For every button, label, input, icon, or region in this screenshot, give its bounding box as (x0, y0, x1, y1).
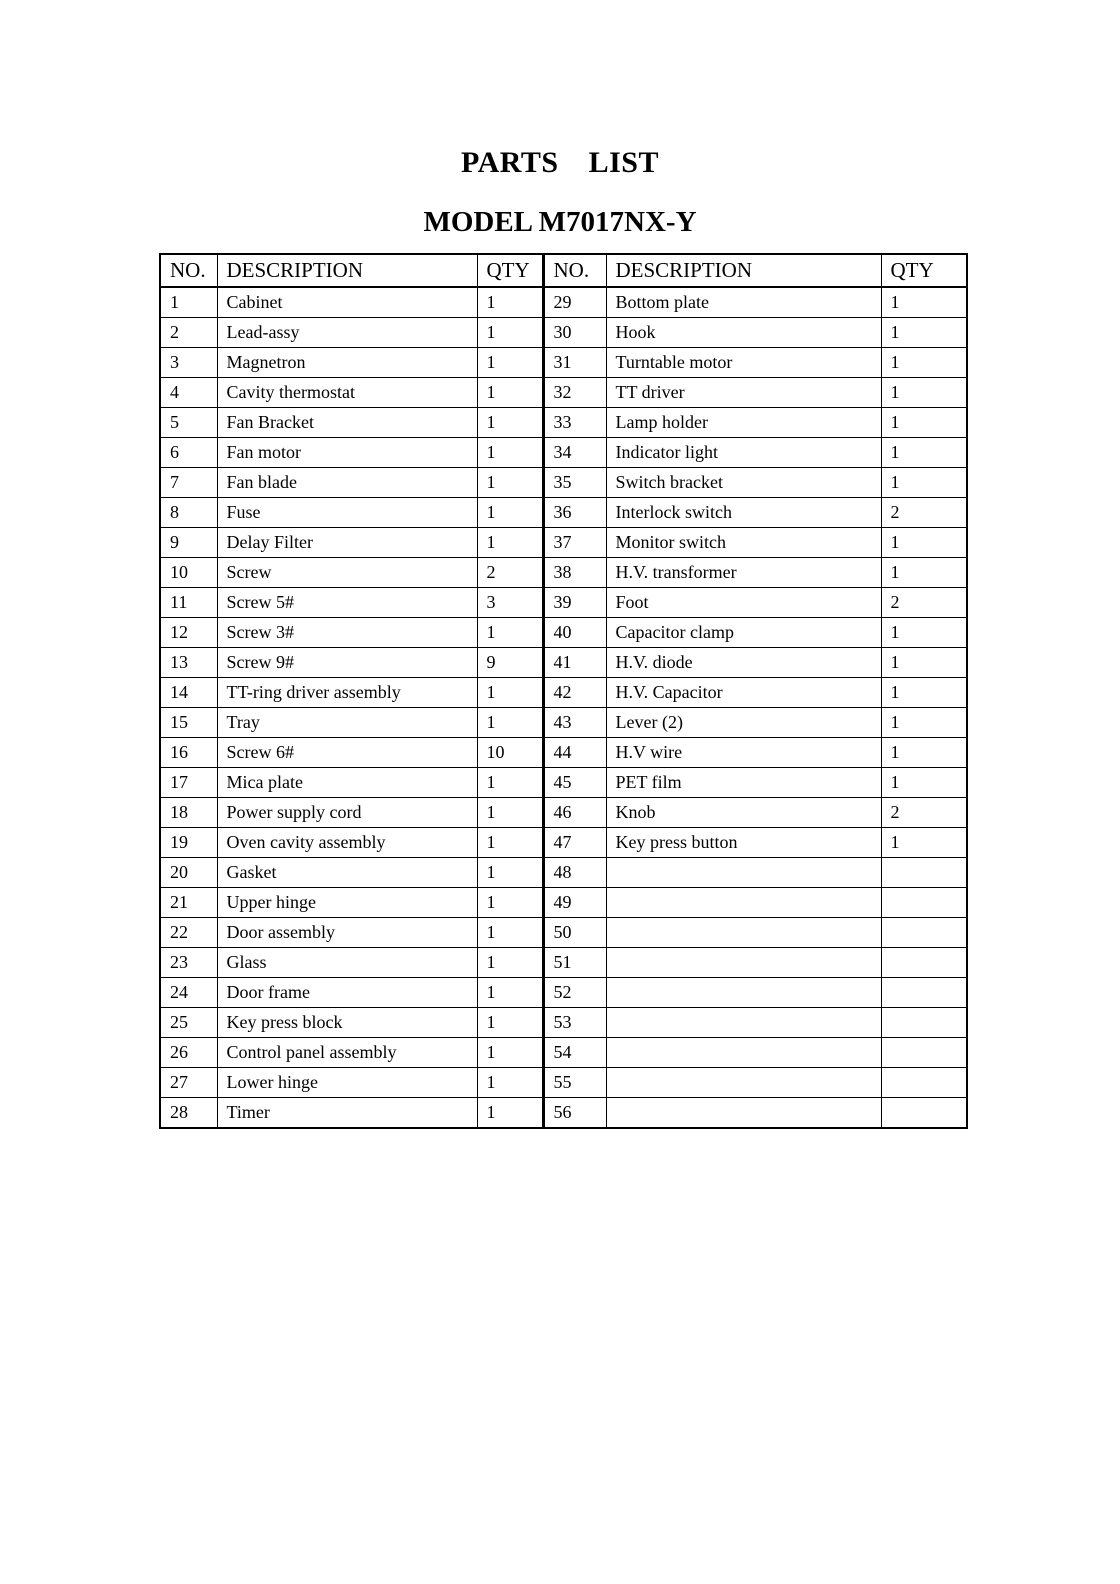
part-no-left: 3 (160, 348, 217, 378)
part-qty-right: 1 (881, 408, 967, 438)
part-no-left: 15 (160, 708, 217, 738)
table-row (160, 528, 967, 558)
part-description-left: Lower hinge (217, 1068, 477, 1098)
part-description-right: Switch bracket (606, 468, 881, 498)
part-description-left: Fan blade (217, 468, 477, 498)
part-description-right (606, 1038, 881, 1068)
part-no-left: 19 (160, 828, 217, 858)
part-qty-left: 1 (477, 618, 543, 648)
part-qty-right: 1 (881, 738, 967, 768)
header-qty-right: QTY (881, 254, 967, 287)
part-description-right (606, 978, 881, 1008)
part-qty-left: 9 (477, 648, 543, 678)
part-no-right: 29 (543, 287, 606, 318)
part-no-right: 33 (543, 408, 606, 438)
part-description-right (606, 948, 881, 978)
header-no-right: NO. (543, 254, 606, 287)
part-qty-right: 1 (881, 708, 967, 738)
part-no-right: 44 (543, 738, 606, 768)
table-row (160, 378, 967, 408)
part-no-right: 36 (543, 498, 606, 528)
part-description-right: H.V wire (606, 738, 881, 768)
part-no-right: 43 (543, 708, 606, 738)
part-no-right: 47 (543, 828, 606, 858)
part-description-left: Door frame (217, 978, 477, 1008)
table-row (160, 1008, 967, 1038)
part-no-right: 35 (543, 468, 606, 498)
part-qty-right (881, 1038, 967, 1068)
part-description-left: Door assembly (217, 918, 477, 948)
part-description-right: Foot (606, 588, 881, 618)
part-qty-left: 1 (477, 1038, 543, 1068)
part-description-right (606, 888, 881, 918)
part-description-left: Screw 9# (217, 648, 477, 678)
part-description-right (606, 1098, 881, 1129)
part-qty-left: 1 (477, 798, 543, 828)
part-no-right: 45 (543, 768, 606, 798)
part-no-left: 24 (160, 978, 217, 1008)
page-title: PARTS LIST (461, 146, 659, 179)
part-qty-left: 3 (477, 588, 543, 618)
part-no-left: 17 (160, 768, 217, 798)
part-description-left: Gasket (217, 858, 477, 888)
table-row (160, 468, 967, 498)
table-row (160, 618, 967, 648)
part-description-left: Power supply cord (217, 798, 477, 828)
part-qty-left: 1 (477, 828, 543, 858)
part-qty-right: 2 (881, 798, 967, 828)
part-no-left: 12 (160, 618, 217, 648)
part-description-right: H.V. Capacitor (606, 678, 881, 708)
table-row (160, 798, 967, 828)
part-qty-right (881, 918, 967, 948)
part-description-left: Oven cavity assembly (217, 828, 477, 858)
part-no-right: 54 (543, 1038, 606, 1068)
table-row (160, 978, 967, 1008)
table-row (160, 1068, 967, 1098)
part-no-right: 30 (543, 318, 606, 348)
table-row (160, 678, 967, 708)
part-no-right: 46 (543, 798, 606, 828)
part-no-left: 20 (160, 858, 217, 888)
part-qty-left: 1 (477, 498, 543, 528)
table-row (160, 648, 967, 678)
table-row (160, 348, 967, 378)
part-qty-left: 1 (477, 1098, 543, 1129)
table-row (160, 318, 967, 348)
part-no-left: 21 (160, 888, 217, 918)
table-row (160, 948, 967, 978)
part-qty-right: 1 (881, 318, 967, 348)
table-row (160, 708, 967, 738)
part-description-left: Screw 3# (217, 618, 477, 648)
part-no-left: 14 (160, 678, 217, 708)
table-row (160, 1038, 967, 1068)
table-row (160, 498, 967, 528)
part-qty-right: 1 (881, 648, 967, 678)
table-row (160, 408, 967, 438)
table-row (160, 287, 967, 318)
part-no-right: 42 (543, 678, 606, 708)
part-qty-right: 1 (881, 558, 967, 588)
part-no-right: 49 (543, 888, 606, 918)
part-qty-left: 1 (477, 378, 543, 408)
header-no-left: NO. (160, 254, 217, 287)
part-qty-right: 1 (881, 768, 967, 798)
part-description-left: Glass (217, 948, 477, 978)
part-no-right: 37 (543, 528, 606, 558)
part-no-left: 25 (160, 1008, 217, 1038)
table-row (160, 858, 967, 888)
part-description-left: Tray (217, 708, 477, 738)
part-qty-left: 1 (477, 438, 543, 468)
part-qty-right (881, 1008, 967, 1038)
part-qty-left: 1 (477, 408, 543, 438)
part-qty-right (881, 858, 967, 888)
part-description-right (606, 1068, 881, 1098)
part-description-right: PET film (606, 768, 881, 798)
model-title: MODEL M7017NX-Y (423, 206, 697, 238)
part-description-right: Lamp holder (606, 408, 881, 438)
part-no-left: 10 (160, 558, 217, 588)
part-no-left: 23 (160, 948, 217, 978)
part-no-right: 41 (543, 648, 606, 678)
part-qty-right: 1 (881, 828, 967, 858)
part-qty-right (881, 948, 967, 978)
table-row (160, 918, 967, 948)
part-description-right: Knob (606, 798, 881, 828)
part-no-right: 32 (543, 378, 606, 408)
part-no-right: 55 (543, 1068, 606, 1098)
part-no-right: 34 (543, 438, 606, 468)
part-qty-right: 1 (881, 528, 967, 558)
part-no-right: 31 (543, 348, 606, 378)
part-description-right: Bottom plate (606, 287, 881, 318)
part-no-left: 8 (160, 498, 217, 528)
part-description-left: Control panel assembly (217, 1038, 477, 1068)
part-description-left: TT-ring driver assembly (217, 678, 477, 708)
part-no-left: 4 (160, 378, 217, 408)
part-description-left: Timer (217, 1098, 477, 1129)
part-qty-right (881, 1098, 967, 1129)
table-row (160, 738, 967, 768)
header-description-right: DESCRIPTION (606, 254, 881, 287)
part-description-left: Fan motor (217, 438, 477, 468)
part-description-right: Monitor switch (606, 528, 881, 558)
part-description-left: Cabinet (217, 287, 477, 318)
part-qty-left: 1 (477, 888, 543, 918)
part-qty-left: 1 (477, 948, 543, 978)
header-description-left: DESCRIPTION (217, 254, 477, 287)
part-no-left: 7 (160, 468, 217, 498)
part-description-right (606, 1008, 881, 1038)
part-description-right: Capacitor clamp (606, 618, 881, 648)
part-no-left: 22 (160, 918, 217, 948)
table-row (160, 558, 967, 588)
table-row (160, 438, 967, 468)
part-description-left: Magnetron (217, 348, 477, 378)
part-qty-left: 1 (477, 978, 543, 1008)
part-qty-right: 1 (881, 438, 967, 468)
part-qty-left: 10 (477, 738, 543, 768)
part-description-right: Interlock switch (606, 498, 881, 528)
part-no-left: 16 (160, 738, 217, 768)
part-description-left: Upper hinge (217, 888, 477, 918)
header-qty-left: QTY (477, 254, 543, 287)
part-qty-left: 1 (477, 768, 543, 798)
table-row (160, 768, 967, 798)
part-description-left: Screw 5# (217, 588, 477, 618)
part-description-right: Key press button (606, 828, 881, 858)
part-qty-right: 2 (881, 588, 967, 618)
part-qty-left: 1 (477, 1008, 543, 1038)
part-description-right: TT driver (606, 378, 881, 408)
part-no-right: 50 (543, 918, 606, 948)
part-no-right: 48 (543, 858, 606, 888)
part-no-left: 13 (160, 648, 217, 678)
part-description-right (606, 858, 881, 888)
part-description-right: H.V. transformer (606, 558, 881, 588)
part-qty-left: 1 (477, 708, 543, 738)
part-qty-right: 1 (881, 468, 967, 498)
part-description-left: Cavity thermostat (217, 378, 477, 408)
part-no-right: 52 (543, 978, 606, 1008)
part-qty-left: 1 (477, 528, 543, 558)
part-qty-left: 1 (477, 468, 543, 498)
part-qty-right: 1 (881, 348, 967, 378)
part-no-right: 40 (543, 618, 606, 648)
part-qty-right: 1 (881, 378, 967, 408)
part-description-right: Lever (2) (606, 708, 881, 738)
part-description-left: Fan Bracket (217, 408, 477, 438)
part-qty-left: 1 (477, 318, 543, 348)
part-no-left: 28 (160, 1098, 217, 1129)
part-no-left: 26 (160, 1038, 217, 1068)
part-no-right: 56 (543, 1098, 606, 1129)
part-qty-left: 1 (477, 287, 543, 318)
part-description-left: Screw 6# (217, 738, 477, 768)
table-row (160, 588, 967, 618)
part-no-left: 11 (160, 588, 217, 618)
part-qty-right: 1 (881, 618, 967, 648)
part-no-left: 9 (160, 528, 217, 558)
part-description-right: Turntable motor (606, 348, 881, 378)
part-description-left: Delay Filter (217, 528, 477, 558)
part-description-left: Mica plate (217, 768, 477, 798)
part-description-right (606, 918, 881, 948)
part-description-left: Screw (217, 558, 477, 588)
table-header-row (160, 254, 967, 287)
table-row (160, 888, 967, 918)
part-qty-left: 1 (477, 1068, 543, 1098)
part-description-left: Key press block (217, 1008, 477, 1038)
part-description-right: H.V. diode (606, 648, 881, 678)
part-qty-left: 2 (477, 558, 543, 588)
part-description-right: Hook (606, 318, 881, 348)
table-row (160, 828, 967, 858)
part-no-left: 18 (160, 798, 217, 828)
part-qty-right: 2 (881, 498, 967, 528)
part-no-left: 2 (160, 318, 217, 348)
part-description-right: Indicator light (606, 438, 881, 468)
part-qty-left: 1 (477, 348, 543, 378)
part-qty-left: 1 (477, 858, 543, 888)
part-qty-right (881, 888, 967, 918)
part-no-left: 6 (160, 438, 217, 468)
part-qty-left: 1 (477, 918, 543, 948)
part-no-right: 38 (543, 558, 606, 588)
part-qty-right (881, 978, 967, 1008)
part-description-left: Lead-assy (217, 318, 477, 348)
part-no-left: 27 (160, 1068, 217, 1098)
table-row (160, 1098, 967, 1129)
part-qty-right: 1 (881, 678, 967, 708)
part-description-left: Fuse (217, 498, 477, 528)
parts-table-body (160, 287, 967, 1128)
part-no-right: 53 (543, 1008, 606, 1038)
part-qty-left: 1 (477, 678, 543, 708)
part-no-right: 39 (543, 588, 606, 618)
part-no-right: 51 (543, 948, 606, 978)
part-no-left: 5 (160, 408, 217, 438)
part-qty-right (881, 1068, 967, 1098)
parts-table (159, 253, 968, 1129)
part-qty-right: 1 (881, 287, 967, 318)
part-no-left: 1 (160, 287, 217, 318)
